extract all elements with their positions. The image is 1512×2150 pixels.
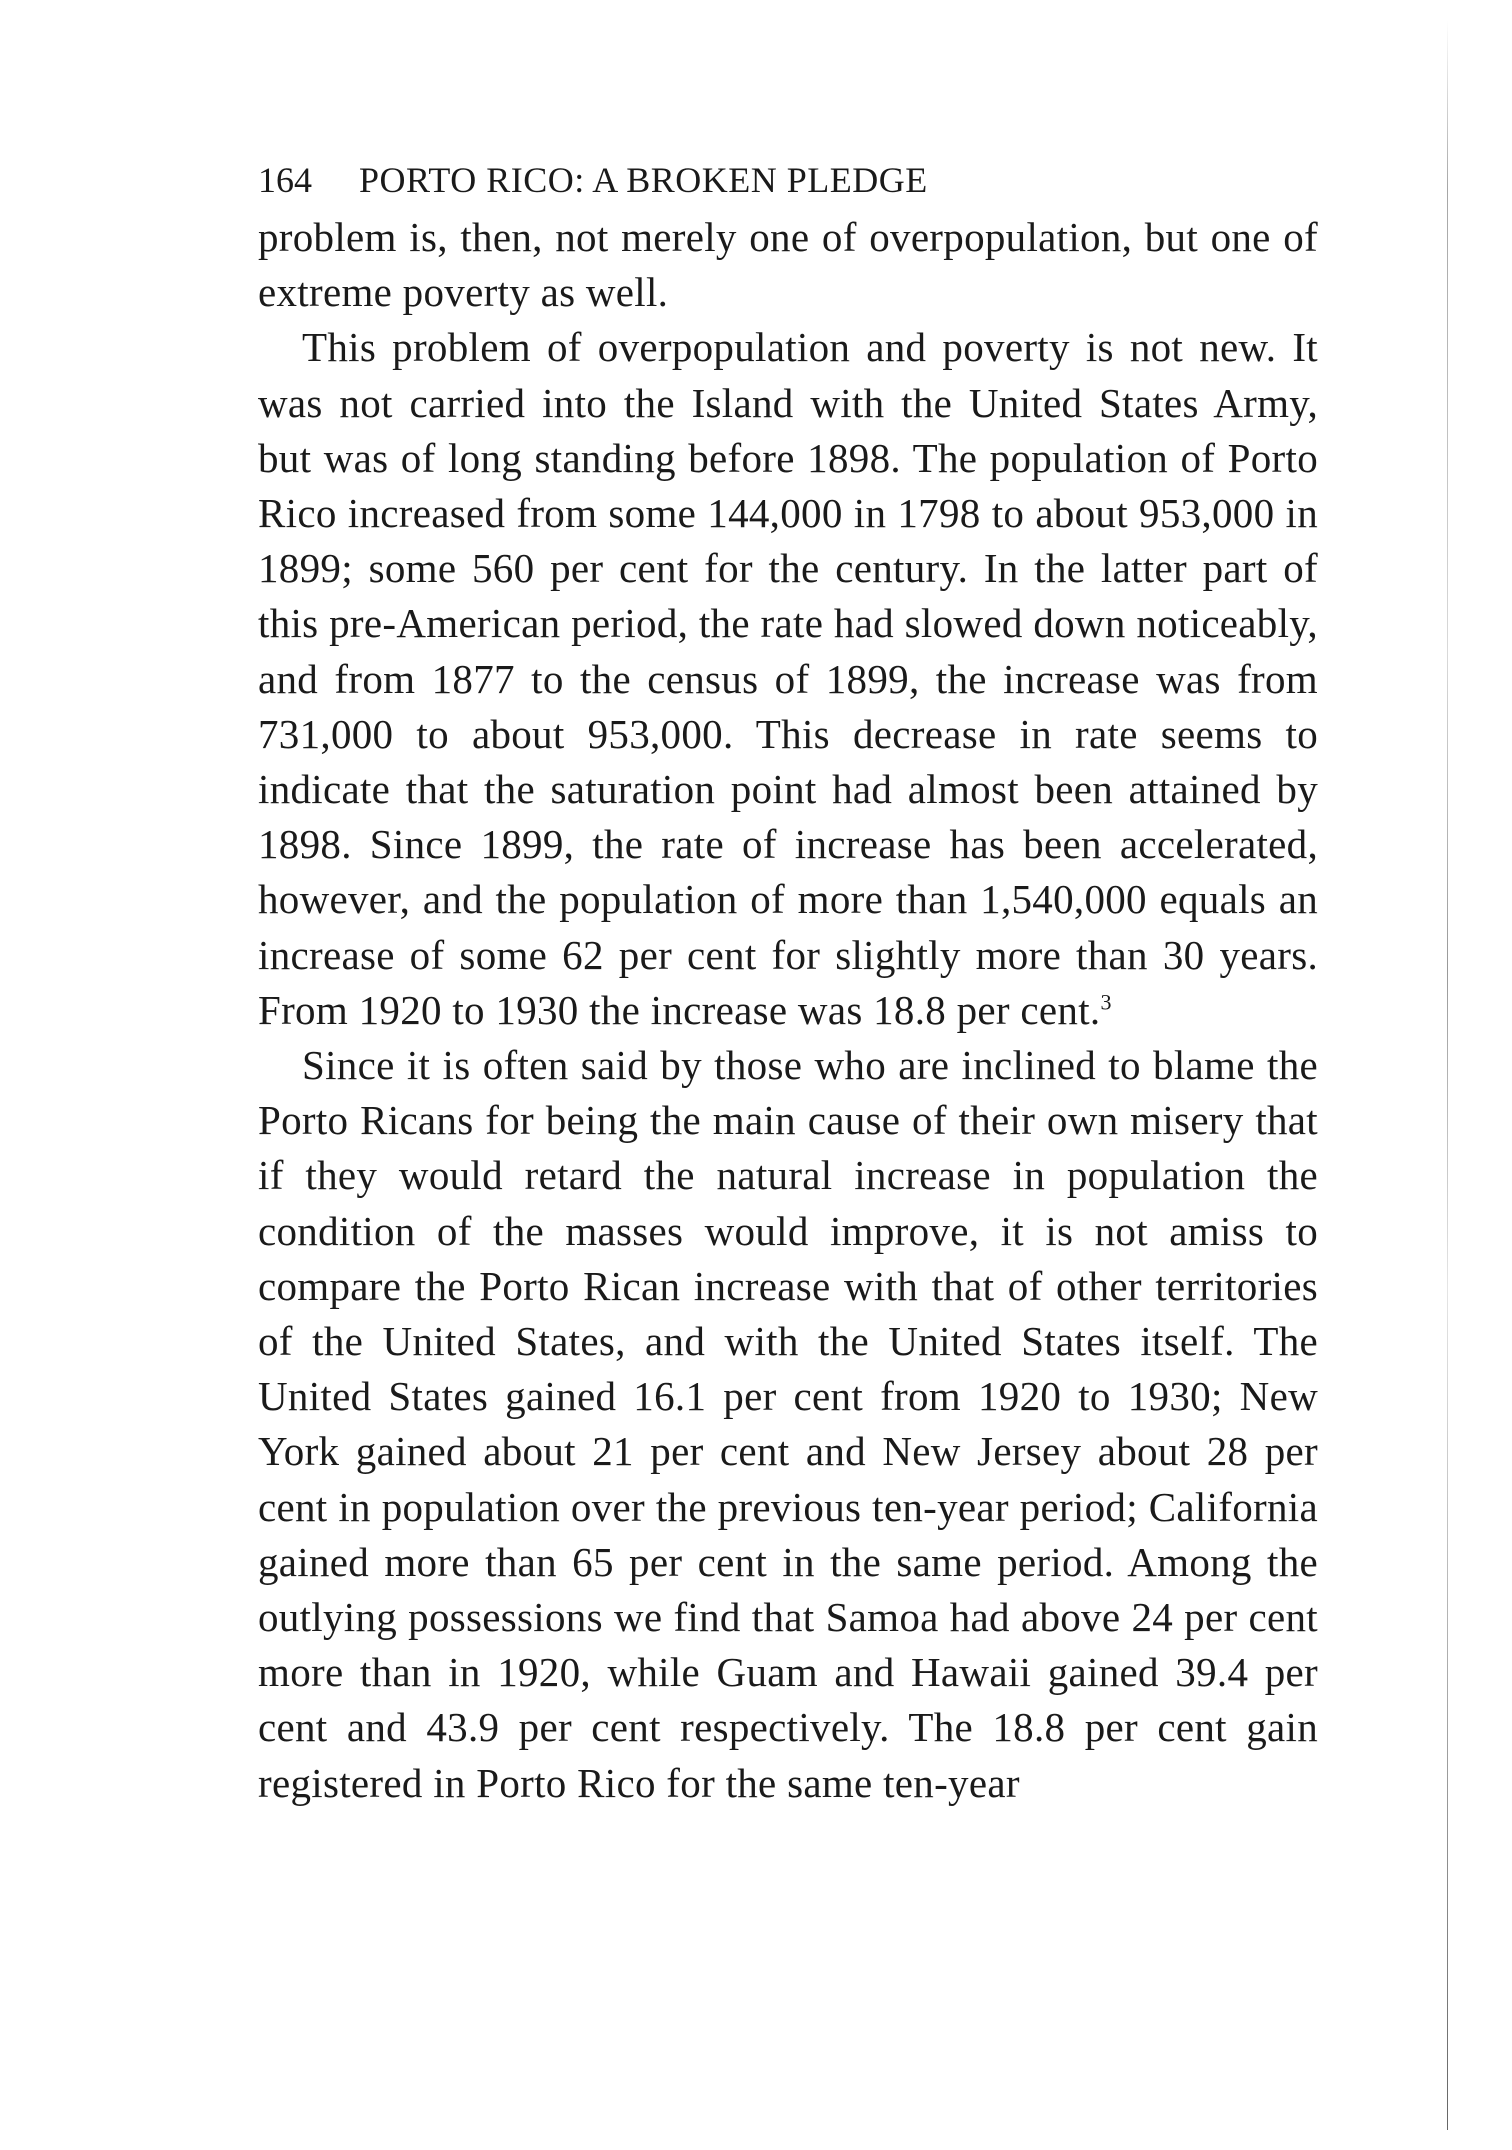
paragraph-continuation xyxy=(258,210,1318,320)
body-text xyxy=(258,210,1318,1811)
paragraph-text: Since it is often said by those who are inclined to blame the Porto Ricans for being the main cause of their own misery that if they would retard the natural increase in population the condition of the masses would improve, it is not amiss to compare the Porto Rican increase with that of other territories of the United States, and with the United States itself. The United States gained 16.1 per cent from 1920 to 1930; New York gained about 21 per cent and New Jersey about 28 per cent in population over the previous ten-year period; California gained more than 65 per cent in the same period. Among the outlying possessions we find that Samoa had above 24 per cent more than in 1920, while Guam and Hawaii gained 39.4 per cent and 43.9 per cent respectively. The 18.8 per cent gain registered in Porto Rico for the same ten-year xyxy=(258,1042,1318,1806)
paragraph-text: This problem of overpopulation and poverty is not new. It was not carried into the Island with the United States Army, but was of long standing before 1898. The population of Porto Rico increased from some 144,000 in 1798 to about 953,000 in 1899; some 560 per cent for the century. In the latter part of this pre-American period, the rate had slowed down noticeably, and from 1877 to the census of 1899, the increase was from 731,000 to about 953,000. This decrease in rate seems to indicate that the saturation point had almost been attained by 1898. Since 1899, the rate of increase has been accelerated, however, and the population of more than 1,540,000 equals an increase of some 62 per cent for slightly more than 30 years. From 1920 to 1930 the increase was 18.8 per cent. xyxy=(258,324,1318,1033)
scan-edge-line xyxy=(1447,20,1448,2130)
running-head xyxy=(258,150,1318,210)
running-title: PORTO RICO: A BROKEN PLEDGE xyxy=(359,160,928,200)
page-number: 164 xyxy=(258,160,312,200)
paragraph-population-history xyxy=(258,320,1318,1038)
footnote-reference: 3 xyxy=(1100,989,1112,1015)
paragraph-territory-comparison xyxy=(258,1038,1318,1811)
paragraph-text: problem is, then, not merely one of overpopulation, but one of extreme poverty as well. xyxy=(258,214,1318,316)
